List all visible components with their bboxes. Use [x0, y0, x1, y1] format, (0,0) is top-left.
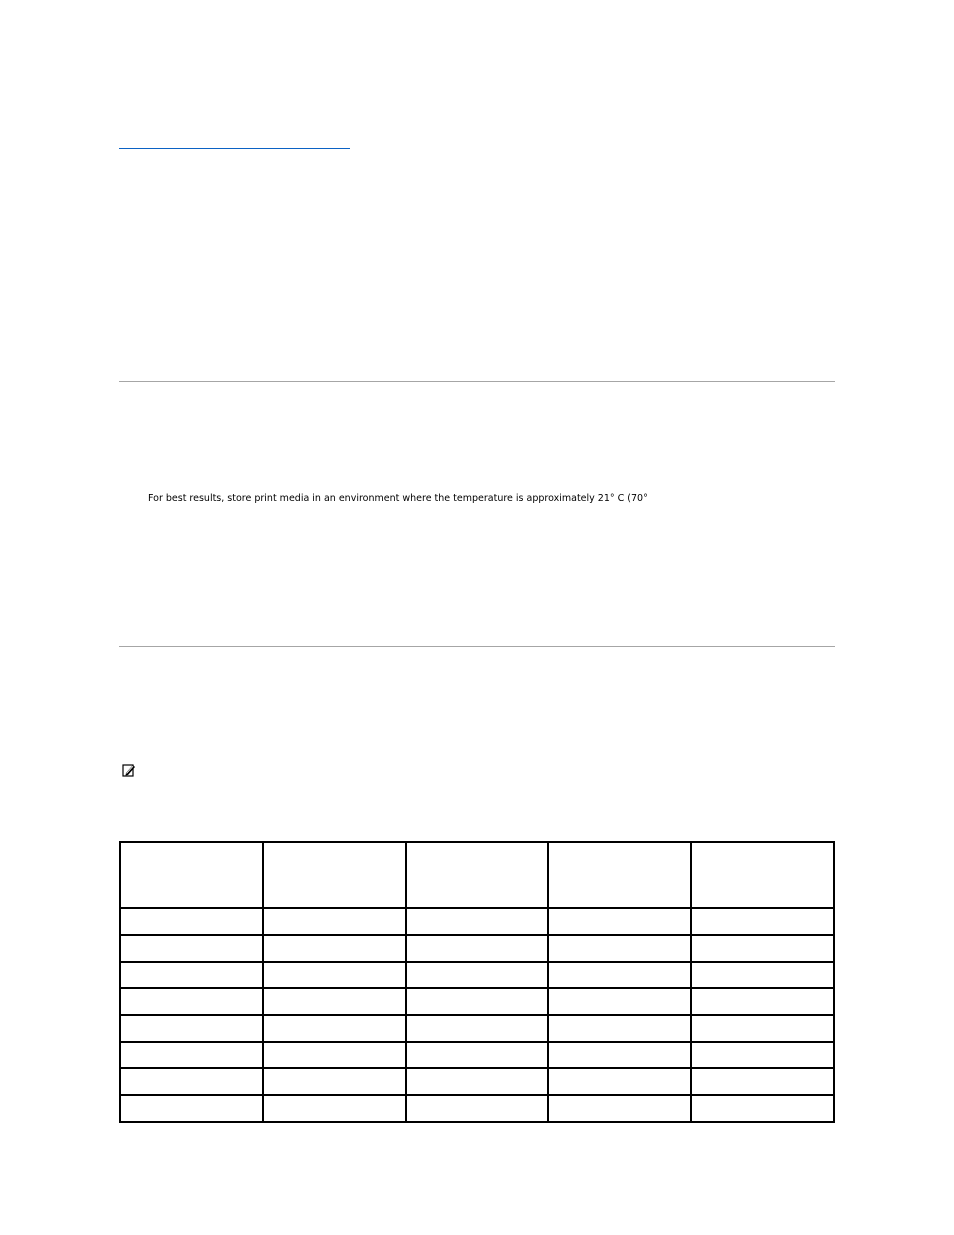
table-cell — [120, 935, 263, 962]
table-header-cell — [120, 842, 263, 908]
storage-recommendation-text: For best results, store print media in an environment where the temperature is approximately 21° C (70° — [148, 493, 648, 504]
table-cell — [263, 988, 406, 1015]
table-cell — [548, 988, 691, 1015]
table-row — [120, 1015, 834, 1042]
table-cell — [263, 1068, 406, 1095]
table-cell — [406, 1095, 549, 1122]
table-cell — [691, 1068, 834, 1095]
table-cell — [120, 1042, 263, 1069]
table-header-row — [120, 842, 834, 908]
table-cell — [120, 1068, 263, 1095]
table-header-cell — [406, 842, 549, 908]
section-divider — [119, 381, 835, 382]
table-cell — [120, 962, 263, 989]
table-cell — [691, 935, 834, 962]
table-cell — [263, 1015, 406, 1042]
table-cell — [691, 1095, 834, 1122]
table-row — [120, 935, 834, 962]
table-row — [120, 962, 834, 989]
table-cell — [406, 988, 549, 1015]
table-cell — [406, 1068, 549, 1095]
table-cell — [691, 908, 834, 935]
table-header-cell — [548, 842, 691, 908]
table-cell — [406, 935, 549, 962]
table-cell — [691, 1042, 834, 1069]
note-pencil-icon — [122, 762, 136, 776]
table-cell — [120, 1015, 263, 1042]
media-specifications-table — [119, 841, 835, 1123]
section-divider — [119, 646, 835, 647]
table-cell — [691, 962, 834, 989]
table-cell — [691, 1015, 834, 1042]
table-cell — [548, 1042, 691, 1069]
table-cell — [406, 1015, 549, 1042]
table-cell — [120, 908, 263, 935]
table-row — [120, 908, 834, 935]
table-row — [120, 1095, 834, 1122]
table-cell — [120, 988, 263, 1015]
table-cell — [548, 1068, 691, 1095]
table-cell — [120, 1095, 263, 1122]
table-cell — [406, 962, 549, 989]
table-cell — [263, 935, 406, 962]
table-cell — [263, 1042, 406, 1069]
table-cell — [548, 1015, 691, 1042]
table-cell — [263, 1095, 406, 1122]
table-cell — [548, 935, 691, 962]
table-cell — [548, 1095, 691, 1122]
table-cell — [263, 962, 406, 989]
table-cell — [263, 908, 406, 935]
table-cell — [548, 962, 691, 989]
table-row — [120, 1068, 834, 1095]
back-to-contents-link[interactable] — [119, 132, 350, 149]
table-cell — [691, 988, 834, 1015]
table-cell — [406, 1042, 549, 1069]
table-cell — [548, 908, 691, 935]
table-row — [120, 988, 834, 1015]
table-cell — [406, 908, 549, 935]
table-header-cell — [691, 842, 834, 908]
table-row — [120, 1042, 834, 1069]
table-header-cell — [263, 842, 406, 908]
